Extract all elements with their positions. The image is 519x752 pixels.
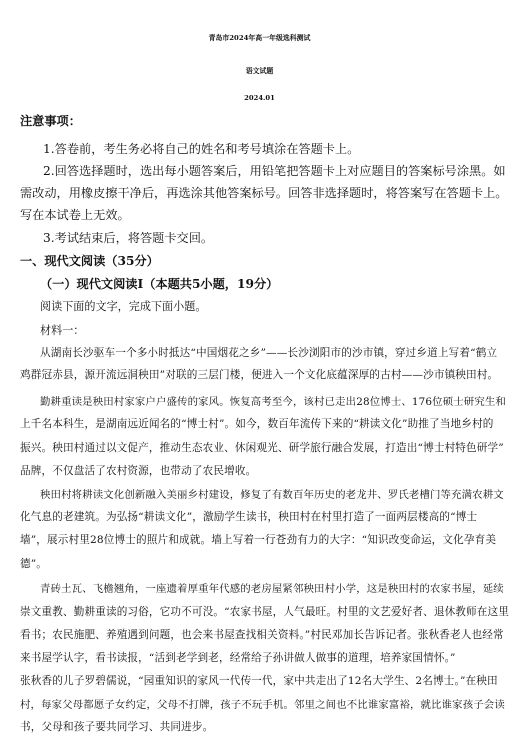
section-subheading: （一）现代文阅读Ⅰ（本题共5小题，19分） [40, 277, 279, 291]
section-heading: 一、现代文阅读（35分） [20, 254, 159, 268]
note-item-2-line-2: 需改动，用橡皮擦干净后，再选涂其他答案标号。回答非选择题时，将答案写在答题卡上。 [20, 186, 508, 200]
passage-line: 书，父母和孩子要共同学习、共同进步。 [20, 721, 214, 733]
note-item-2-line-1: 2.回答选择题时，选出每小题答案后，用铅笔把答题卡上对应题目的答案标号涂黑。如 [43, 164, 506, 178]
material-label: 材料一： [40, 324, 85, 337]
passage-line: 来书屋学认字，看书读报，“活到老学到老，经常给子孙讲做人做事的道理，培养家国情怀。” [20, 652, 456, 664]
passage-line: 品牌，不仅盘活了农村资源，也带动了农民增收。 [20, 465, 257, 477]
passage-line: 化气息的老建筑。为弘扬“耕读文化”，激励学生读书，秧田村在村里打造了一面两层楼高的“博士 [20, 511, 478, 523]
passage-line: 振兴。秧田村通过以文促产，推动生态农业、休闲观光、研学旅行融合发展，打造出“博士村特色研学” [20, 442, 504, 454]
exam-date: 2024.01 [244, 94, 275, 102]
passage-line: 秧田村将耕读文化创新融入美丽乡村建设，修复了有数百年历史的老龙井、罗氏老槽门等充满农耕文 [40, 489, 504, 501]
passage-line: 张秋香的儿子罗碧儒说，“园重知识的家风一代传一代，家中共走出了12名大学生、2名博士。”在秧田 [20, 675, 498, 687]
passage-line: 从湖南长沙驱车一个多小时抵达“中国烟花之乡”——长沙浏阳市的沙市镇，穿过乡道上写着“鹤立 [40, 347, 498, 359]
reading-instruction: 阅读下面的文字，完成下面小题。 [40, 300, 207, 313]
passage-line: 崇文重教、勤耕重读的习俗，它功不可没。“农家书屋，人气最旺。村里的文艺爱好者、退休教师在这里 [20, 606, 510, 618]
passage-line: 勤耕重读是秧田村家家户户盛传的家风。恢复高考至今，该村已走出28位博士、176位硕士研究生和 [40, 396, 506, 408]
notes-heading: 注意事项： [20, 114, 81, 128]
passage-line: 村，每家父母都愿子女约定，父母不打牌，孩子不玩手机。邻里之间也不比谁家富裕，就比谁家孩子会读 [20, 699, 505, 711]
passage-line: 德”。 [20, 558, 48, 570]
note-item-3: 3.考试结束后，将答题卡交回。 [43, 231, 214, 245]
passage-line: 上千名本科生，是湖南远近闻名的“博士村”。如今，数百年流传下来的“耕读文化”助推了当地乡村的 [20, 418, 494, 430]
passage-line: 鸡群冠赤县，源开流远洞秧田”对联的三层门楼，便进入一个文化底蕴深厚的古村——沙市镇秧田村。 [20, 369, 499, 381]
subject-title: 语文试题 [245, 67, 274, 75]
passage-line: 墙”，展示村里28位博士的照片和成就。墙上写着一行苍劲有力的大字：“知识改变命运，文化孕育美 [20, 534, 497, 546]
exam-title: 青岛市2024年高一年级选科测试 [208, 34, 311, 42]
passage-line: 青砖土瓦、飞檐翘角，一座遗着厚重年代感的老房屋紧邻秧田村小学，这是秧田村的农家书屋，延续 [40, 583, 504, 595]
note-item-1: 1.答卷前，考生务必将自己的姓名和考号填涂在答题卡上。 [43, 142, 360, 156]
passage-line: 看书；农民施肥、养殖遇到问题，也会来书屋查找相关资料。”村民邓加长告诉记者。张秋香老人也经常 [20, 629, 504, 641]
note-item-2-line-3: 写在本试卷上无效。 [20, 208, 130, 222]
